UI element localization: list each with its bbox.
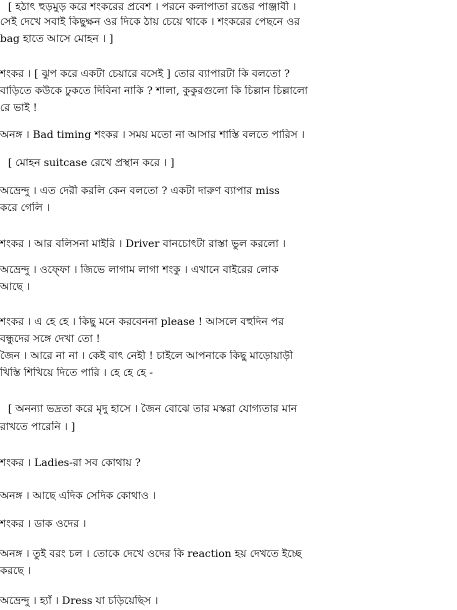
stage-direction-line: সেই দেখে সবাই কিছুক্ষন ওর দিকে ঠায় চেয়ে থাকে । শংকরের পেছনে ওর (0, 16, 300, 28)
dialogue-line: করছে । (0, 565, 31, 577)
dialogue-line: অনঙ্গ । তুই বরং চল । তোকে দেখে ওদের কি reaction হয় দেখতে ইচ্ছে (0, 548, 302, 560)
dialogue-line: শংকর । [ ঝুপ করে একটা চেয়ারে বসেই ] তোর ব্যাপারটা কি বলতো ? (0, 68, 290, 80)
dialogue-line: অনঙ্গ । আছে এদিক সেদিক কোথাও । (0, 490, 156, 502)
stage-direction-line: [ মোহন suitcase রেখে প্রস্থান করে । ] (8, 157, 175, 169)
dialogue-line: অভ্রেন্দু । হ্যাঁ । Dress যা চড়িয়েছিস । (0, 595, 159, 607)
dialogue-line: শংকর । আর বলিসনা মাইরি । Driver বানচোৎটা রাস্তা ভুল করলো । (0, 238, 286, 250)
dialogue-line: অভ্রেন্দু । ওফ্ফো । জিভে লাগাম লাগা শংকু । এখানে বাইরের লোক (0, 264, 279, 276)
stage-direction-line: [ হঠাৎ হুড়মুড় করে শংকরের প্রবেশ । পরনে কলাপাতা রঙের পাঞ্জাবী । (8, 1, 297, 13)
dialogue-line: শংকর । Ladies-রা সব কোথায় ? (0, 457, 141, 469)
dialogue-line: অনঙ্গ । Bad timing শংকর । সময় মতো না আসার শাস্তি বলতে পারিস । (0, 129, 305, 141)
dialogue-line: খিস্তি শিখিয়ে দিতে পারি । হে হে হে - (0, 367, 153, 379)
dialogue-line: শংকর । এ হে হে । কিছু মনে করবেননা please ! আসলে বহুদিন পর (0, 316, 284, 328)
dialogue-line: করে গেলি । (0, 202, 50, 214)
dialogue-line: অভ্রেন্দু । এত দেরী করলি কেন বলতো ? একটা দারুণ ব্যাপার miss (0, 185, 280, 197)
dialogue-line: বাড়িতে কউকে ঢুকতে দিবিনা নাকি ? শালা, কুকুরগুলো কি চিল্লান চিল্লালো (0, 85, 308, 97)
dialogue-line: বন্ধুদের সঙ্গে দেখা তো ! (0, 333, 101, 345)
stage-direction-line: bag হাতে আসে মোহন । ] (0, 33, 114, 45)
stage-direction-line: রাখতে পারেনি । ] (0, 421, 76, 433)
stage-direction-line: [ অনন্যা ভদ্রতা করে মৃদু হাসে । জৈন বোঝে তার মস্করা যোগ্যতার মান (8, 403, 298, 415)
dialogue-line: আছে । (0, 281, 30, 293)
dialogue-line: জৈন । আরে না না । কেই বাৎ নেহী ! চাইলে আপনাকে কিছু মাড়োয়াড়ী (0, 350, 294, 362)
dialogue-line: রে ভাই ! (0, 102, 38, 114)
dialogue-line: শংকর । ডাক ওদের । (0, 518, 87, 530)
